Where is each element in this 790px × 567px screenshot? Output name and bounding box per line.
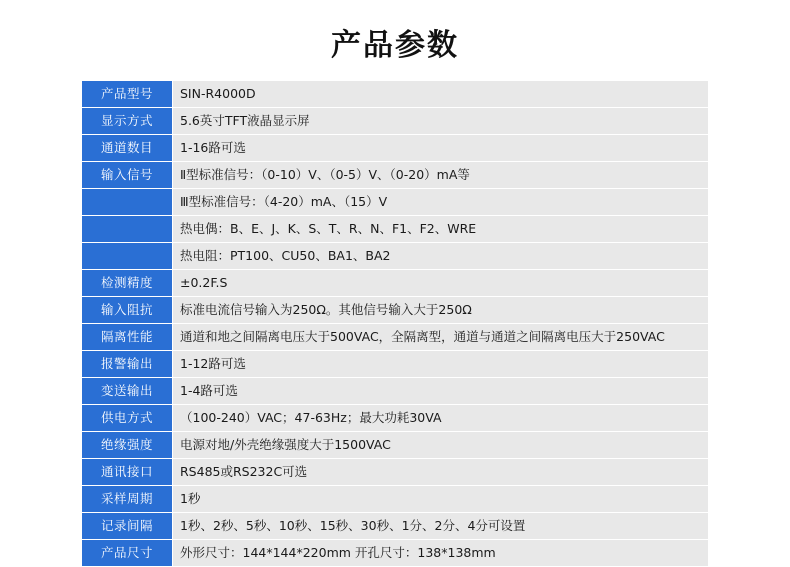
spec-value: 热电偶：B、E、J、K、S、T、R、N、F1、F2、WRE	[173, 216, 709, 243]
spec-label: 记录间隔	[82, 513, 173, 540]
spec-value: 1秒	[173, 486, 709, 513]
spec-value: 1-12路可选	[173, 351, 709, 378]
spec-value: SIN-R4000D	[173, 81, 709, 108]
spec-label: 采样周期	[82, 486, 173, 513]
table-row	[82, 297, 709, 324]
spec-value: 热电阻：PT100、CU50、BA1、BA2	[173, 243, 709, 270]
table-row	[82, 459, 709, 486]
table-row	[82, 324, 709, 351]
spec-label: 通讯接口	[82, 459, 173, 486]
spec-label: 输入阻抗	[82, 297, 173, 324]
spec-value: （100-240）VAC；47-63Hz；最大功耗30VA	[173, 405, 709, 432]
specification-table-body	[82, 81, 709, 567]
spec-label: 变送输出	[82, 378, 173, 405]
table-row	[82, 108, 709, 135]
spec-label-blank	[82, 243, 173, 270]
table-row	[82, 432, 709, 459]
spec-value: Ⅲ型标准信号：（4-20）mA、（15）V	[173, 189, 709, 216]
spec-value: 电源对地/外壳绝缘强度大于1500VAC	[173, 432, 709, 459]
spec-label-blank	[82, 189, 173, 216]
table-row	[82, 405, 709, 432]
spec-label: 产品尺寸	[82, 540, 173, 567]
spec-label: 供电方式	[82, 405, 173, 432]
spec-value: RS485或RS232C可选	[173, 459, 709, 486]
spec-label: 报警输出	[82, 351, 173, 378]
table-row	[82, 270, 709, 297]
spec-label: 隔离性能	[82, 324, 173, 351]
spec-label: 通道数目	[82, 135, 173, 162]
table-row	[82, 135, 709, 162]
table-row	[82, 513, 709, 540]
spec-value: ±0.2F.S	[173, 270, 709, 297]
specification-table	[81, 80, 709, 567]
spec-value: 1-4路可选	[173, 378, 709, 405]
spec-label: 绝缘强度	[82, 432, 173, 459]
spec-label: 检测精度	[82, 270, 173, 297]
table-row	[82, 243, 709, 270]
spec-label: 产品型号	[82, 81, 173, 108]
table-row	[82, 351, 709, 378]
spec-label-blank	[82, 216, 173, 243]
table-row	[82, 81, 709, 108]
table-row	[82, 162, 709, 189]
table-row	[82, 189, 709, 216]
table-row	[82, 486, 709, 513]
spec-label: 显示方式	[82, 108, 173, 135]
table-row	[82, 378, 709, 405]
spec-value: 5.6英寸TFT液晶显示屏	[173, 108, 709, 135]
spec-label: 输入信号	[82, 162, 173, 189]
spec-value: Ⅱ型标准信号：（0-10）V、（0-5）V、（0-20）mA等	[173, 162, 709, 189]
page-title: 产品参数	[331, 28, 459, 63]
spec-value: 1-16路可选	[173, 135, 709, 162]
table-row	[82, 216, 709, 243]
spec-value: 通道和地之间隔离电压大于500VAC，全隔离型，通道与通道之间隔离电压大于250VAC	[173, 324, 709, 351]
spec-value: 1秒、2秒、5秒、10秒、15秒、30秒、1分、2分、4分可设置	[173, 513, 709, 540]
table-row	[82, 540, 709, 567]
spec-value: 外形尺寸：144*144*220mm 开孔尺寸：138*138mm	[173, 540, 709, 567]
spec-value: 标准电流信号输入为250Ω。其他信号输入大于250Ω	[173, 297, 709, 324]
